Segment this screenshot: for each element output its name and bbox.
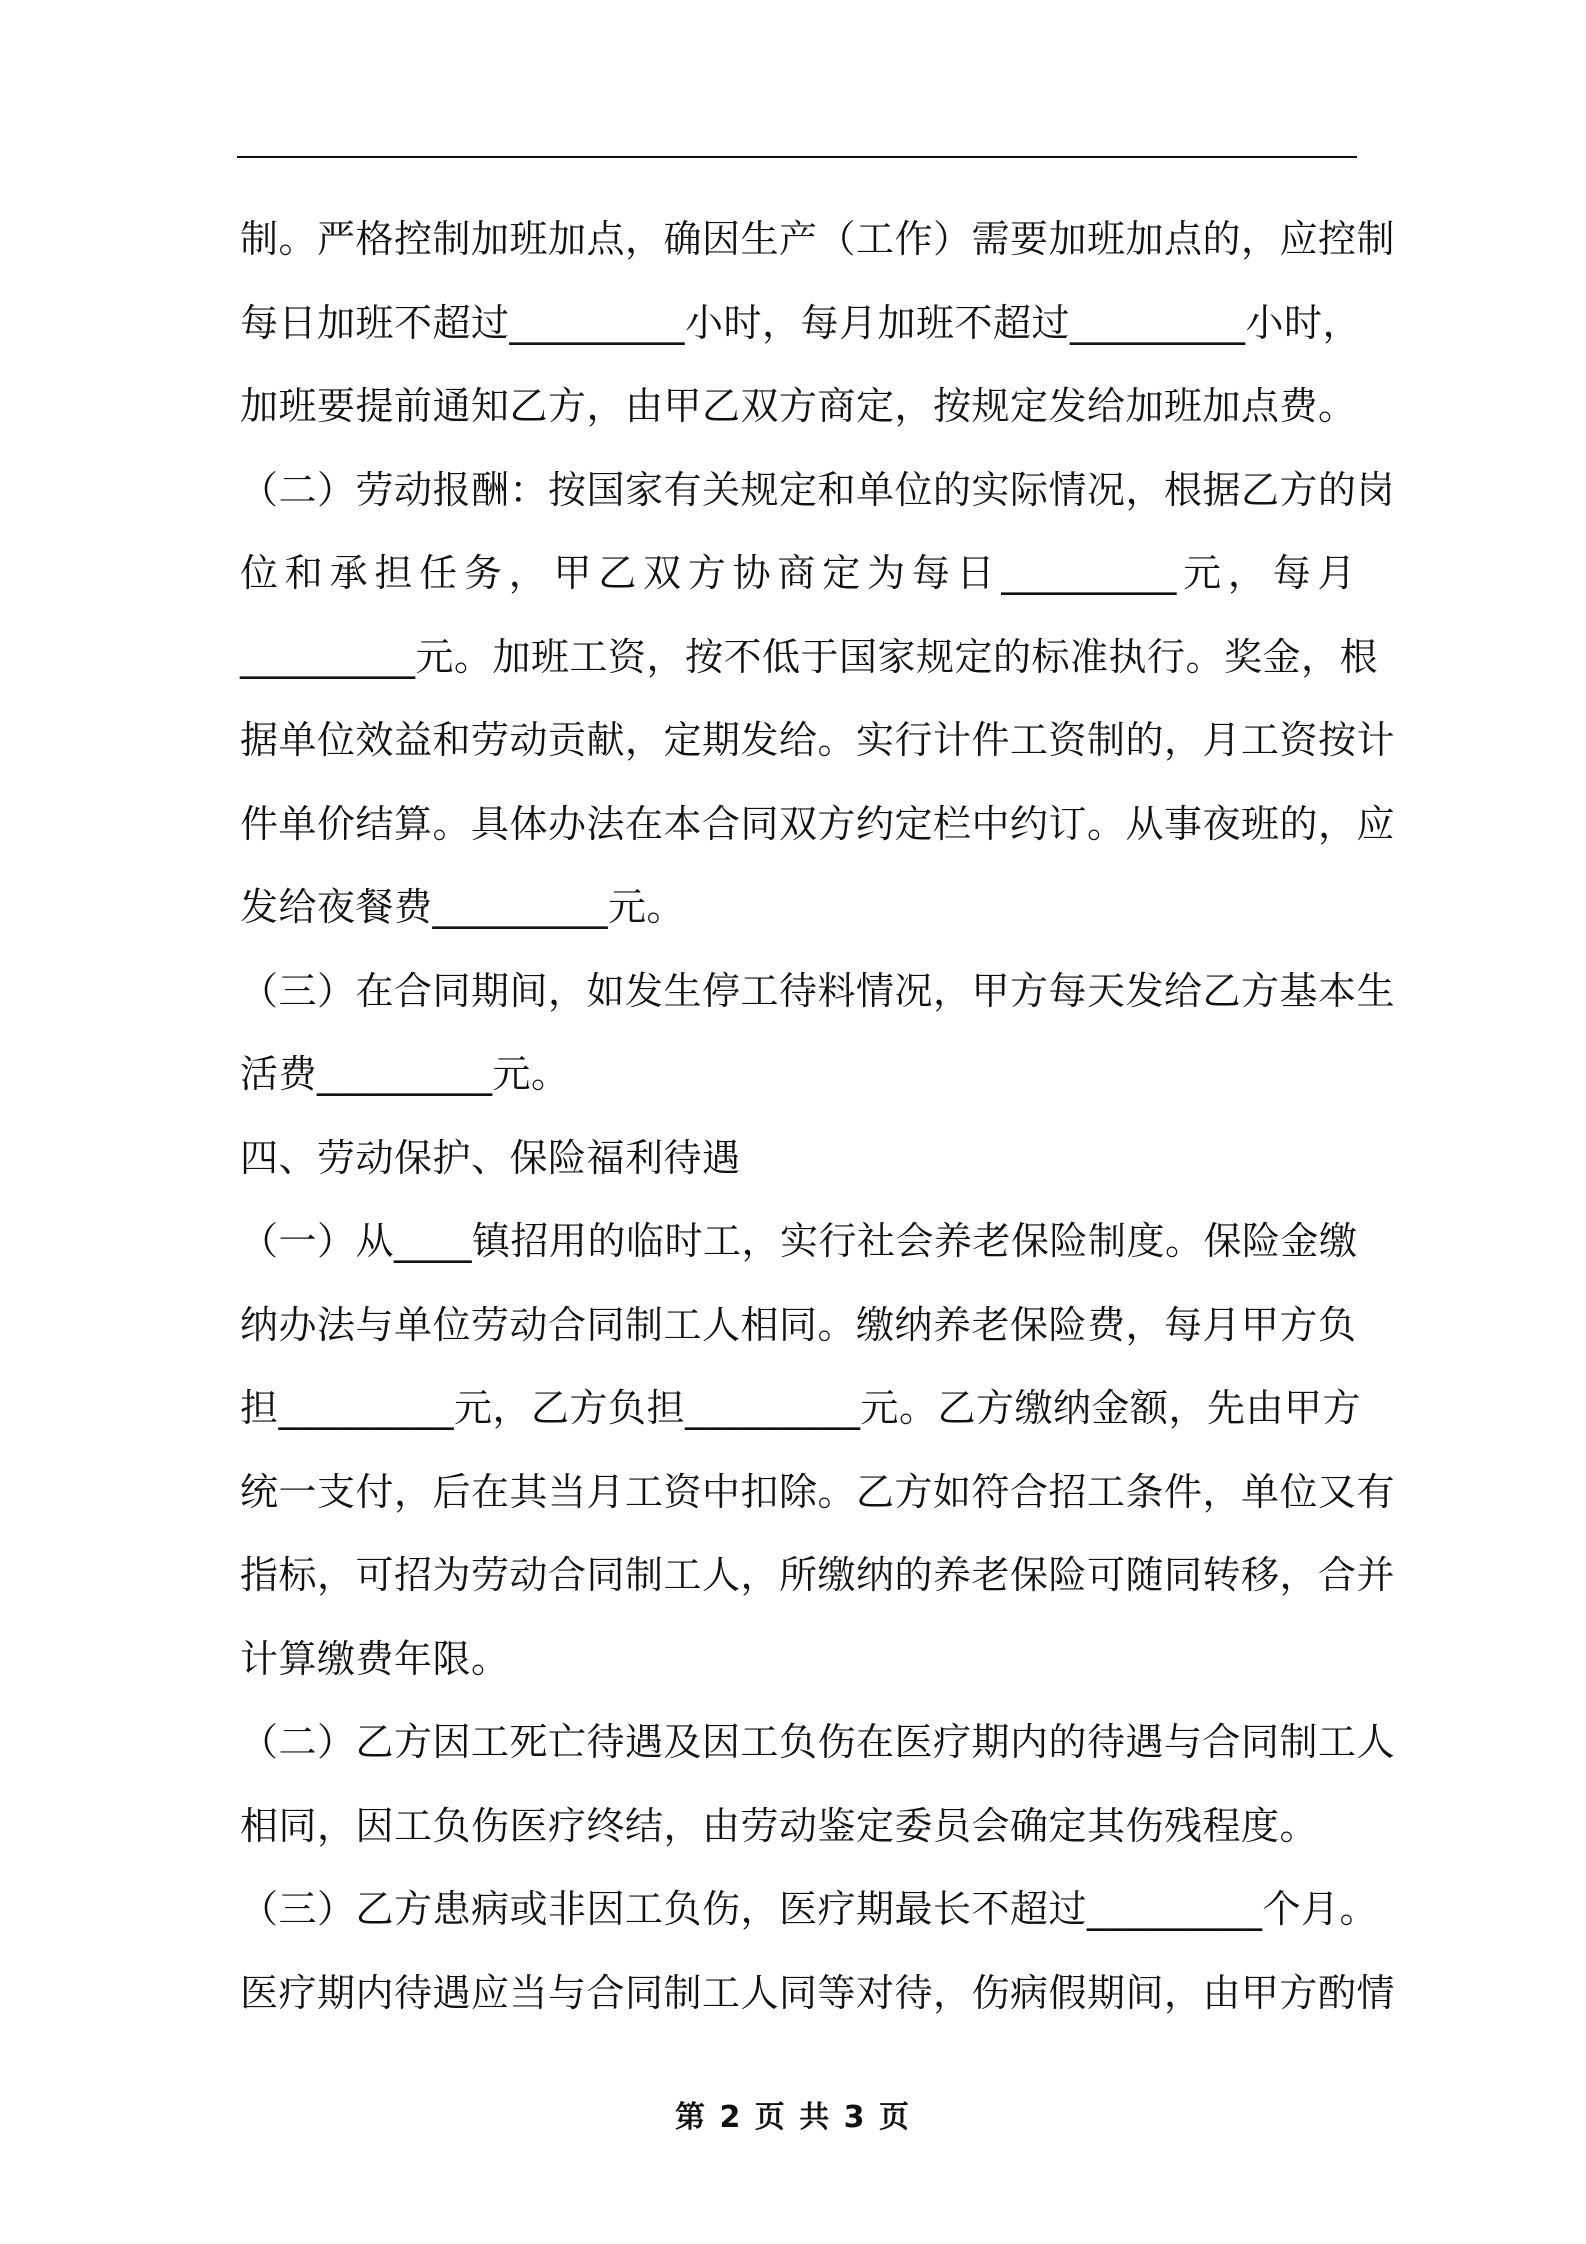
text-line: （三）乙方患病或非因工负伤，医疗期最长不超过_________个月。 xyxy=(240,1887,1379,1931)
text-line: 担_________元，乙方负担_________元。乙方缴纳金额，先由甲方 xyxy=(240,1386,1362,1430)
text-line: 医疗期内待遇应当与合同制工人同等对待，伤病假期间，由甲方酌情 xyxy=(240,1970,1396,2015)
text-line: 件单价结算。具体办法在本合同双方约定栏中约订。从事夜班的，应 xyxy=(240,801,1396,846)
text-line: 活费_________元。 xyxy=(240,1052,570,1096)
text-line: 指标，可招为劳动合同制工人，所缴纳的养老保险可随同转移，合并 xyxy=(240,1553,1396,1597)
text-line: 统一支付，后在其当月工资中扣除。乙方如符合招工条件，单位又有 xyxy=(240,1469,1396,1514)
text-line: （三）在合同期间，如发生停工待料情况，甲方每天发给乙方基本生 xyxy=(240,968,1396,1013)
text-line: 据单位效益和劳动贡献，定期发给。实行计件工资制的，月工资按计 xyxy=(240,718,1396,762)
page-footer: 第 2 页 共 3 页 xyxy=(675,2100,911,2135)
text-line: 四、劳动保护、保险福利待遇 xyxy=(240,1135,741,1180)
text-line: _________元。加班工资，按不低于国家规定的标准执行。奖金，根 xyxy=(240,634,1379,679)
text-line: 相同，因工负伤医疗终结，由劳动鉴定委员会确定其伤残程度。 xyxy=(240,1803,1319,1848)
header-rule xyxy=(237,156,1357,158)
text-line: 发给夜餐费_________元。 xyxy=(240,885,686,929)
document-body xyxy=(240,198,1396,2035)
text-line: 位和承担任务，甲乙双方协商定为每日_________元，每月 xyxy=(240,551,1356,595)
text-line: 加班要提前通知乙方，由甲乙双方商定，按规定发给加班加点费。 xyxy=(240,384,1357,428)
text-line: （一）从____镇招用的临时工，实行社会养老保险制度。保险金缴 xyxy=(240,1219,1358,1263)
text-line: 制。严格控制加班加点，确因生产（工作）需要加班加点的，应控制 xyxy=(240,217,1396,261)
text-line: （二）劳动报酬：按国家有关规定和单位的实际情况，根据乙方的岗 xyxy=(240,467,1396,512)
text-line: 计算缴费年限。 xyxy=(240,1636,510,1681)
text-line: 每日加班不超过_________小时，每月加班不超过_________小时， xyxy=(240,300,1362,345)
text-line: 纳办法与单位劳动合同制工人相同。缴纳养老保险费，每月甲方负 xyxy=(240,1302,1357,1347)
text-line: （二）乙方因工死亡待遇及因工负伤在医疗期内的待遇与合同制工人 xyxy=(240,1720,1396,1764)
